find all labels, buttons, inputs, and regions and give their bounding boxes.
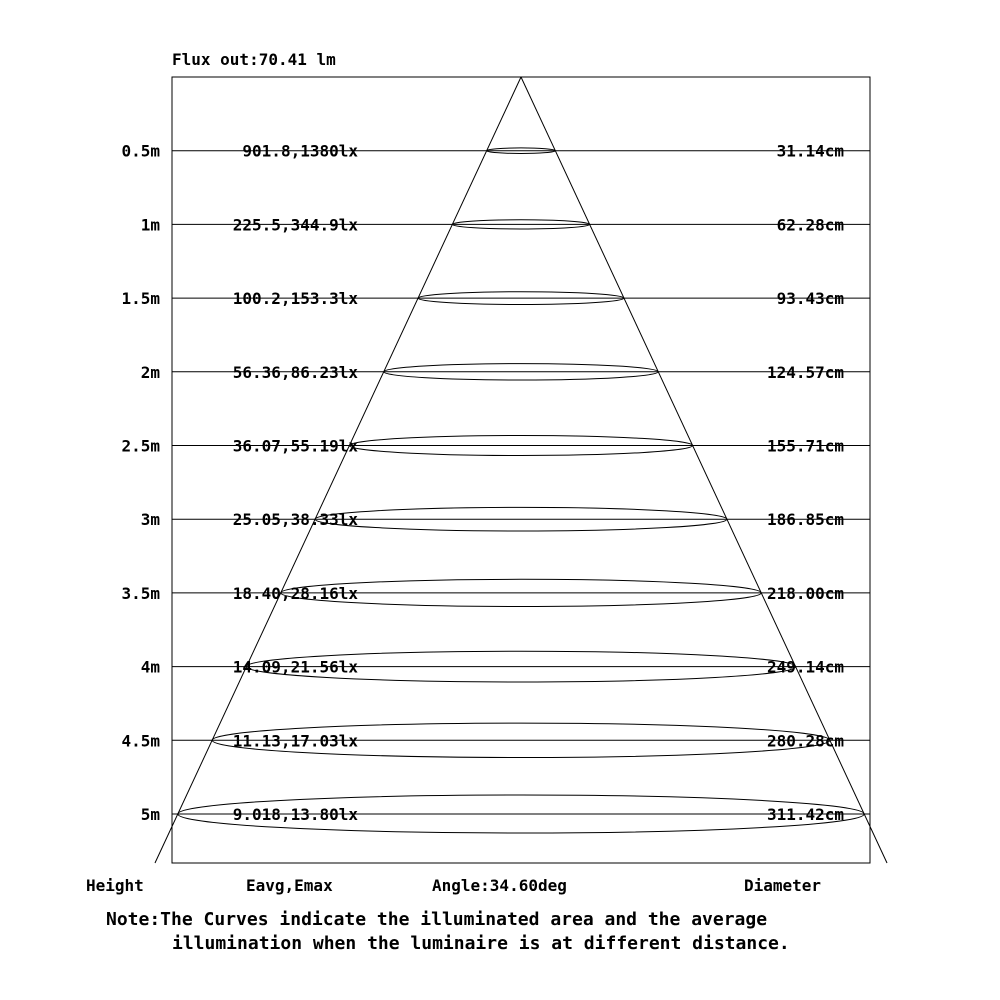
row-illuminance-label: 225.5,344.9lx (232, 215, 358, 235)
row-illuminance-label: 9.018,13.80lx (232, 805, 358, 824)
note-line-2: illumination when the luminaire is at different distance. (172, 933, 790, 954)
row-labels (121, 142, 844, 824)
row-diameter-label: 31.14cm (776, 141, 844, 161)
row-height-label: 1.5m (121, 289, 160, 309)
row-diameter-label: 93.43cm (776, 289, 844, 309)
row-diameter-label: 249.14cm (766, 657, 844, 677)
row-diameter-label: 124.57cm (766, 362, 844, 382)
row-illuminance-label: 56.36,86.23lx (232, 362, 358, 382)
row-height-label: 1m (140, 215, 160, 235)
footer-eavg-label: Eavg,Emax (246, 876, 333, 895)
row-illuminance-label: 100.2,153.3lx (232, 289, 358, 309)
row-height-label: 4.5m (121, 731, 160, 751)
row-diameter-label: 311.42cm (766, 805, 844, 824)
row-height-label: 2m (140, 362, 160, 382)
footer-angle-label: Angle:34.60deg (432, 876, 567, 895)
row-height-label: 3m (140, 510, 160, 530)
row-illuminance-label: 901.8,1380lx (242, 141, 358, 161)
row-illuminance-label: 36.07,55.19lx (232, 436, 358, 456)
footer-diameter-label: Diameter (744, 876, 822, 895)
row-diameter-label: 62.28cm (776, 215, 844, 235)
row-illuminance-label: 11.13,17.03lx (232, 731, 358, 751)
row-height-label: 4m (140, 657, 160, 677)
row-diameter-label: 155.71cm (766, 436, 844, 456)
row-illuminance-label: 25.05,38.33lx (232, 510, 358, 530)
illuminated-area-ellipses (178, 148, 864, 833)
row-illuminance-label: 14.09,21.56lx (232, 657, 358, 677)
row-height-label: 0.5m (121, 141, 160, 161)
row-height-label: 3.5m (121, 583, 160, 603)
row-divider-lines (172, 151, 870, 814)
row-diameter-label: 280.28cm (766, 731, 844, 751)
row-illuminance-label: 18.40,28.16lx (232, 583, 358, 603)
footer-height-label: Height (86, 876, 144, 895)
row-diameter-label: 218.00cm (766, 583, 844, 603)
row-height-label: 2.5m (121, 436, 160, 456)
flux-label: Flux out:70.41 lm (172, 50, 336, 69)
row-diameter-label: 186.85cm (766, 510, 844, 530)
row-height-label: 5m (140, 805, 160, 824)
note-line-1: Note:The Curves indicate the illuminated area and the average (106, 909, 768, 930)
